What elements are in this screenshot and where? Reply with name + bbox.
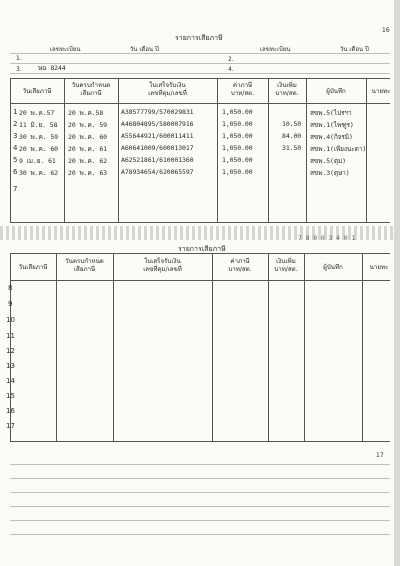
- registration-label-right: เลขทะเบียน: [260, 46, 291, 53]
- receipt-number: A62521861/610001360: [121, 156, 194, 164]
- row-number: 14: [6, 377, 15, 385]
- table1-header-due-date: วันครบกำหนด เสียภาษี: [71, 82, 111, 97]
- tax-amount: 1,050.00: [222, 132, 253, 140]
- row-number: 12: [6, 347, 15, 355]
- due-date: 20 พ.ค. 61: [68, 145, 107, 153]
- due-date: 20 พ.ค.58: [68, 109, 104, 117]
- registration-value-1: ษฉ 8244: [38, 64, 66, 72]
- recorder: สขพ.4(กิจรมิ): [310, 133, 353, 141]
- receipt-number: A60641009/600013017: [121, 144, 194, 152]
- page-edge: [394, 0, 400, 566]
- table1-header-registrar: นายทะ: [371, 88, 391, 95]
- fine-amount: 10.50: [282, 120, 302, 128]
- row-number: 8: [8, 284, 13, 292]
- paid-date: 9 เม.ย. 61: [19, 157, 56, 165]
- table2-header-receipt: ใบเสร็จรับเงิน เลขที่ดุม/เลขที่: [143, 258, 182, 273]
- fine-amount: 84.00: [282, 132, 302, 140]
- row-number: 10: [6, 316, 15, 324]
- registration-index-2: 2.: [228, 56, 234, 63]
- row-number: 7: [13, 185, 18, 193]
- row-number: 16: [6, 407, 15, 415]
- table1-header-receipt: ใบเสร็จรับเงิน เลขที่ดุม/เลขที่: [148, 82, 187, 97]
- page-title: รายการเสียภาษี: [175, 34, 223, 42]
- registration-index-3: 3.: [16, 66, 22, 73]
- registration-label-left: เลขทะเบียน: [50, 46, 81, 53]
- row-number: 13: [6, 362, 15, 370]
- row-number: 15: [6, 392, 15, 400]
- row-number: 2: [13, 120, 18, 128]
- row-number: 11: [6, 332, 15, 340]
- tax-amount: 1,050.00: [222, 120, 253, 128]
- row-number: 1: [13, 108, 18, 116]
- table1-header-fine: เงินเพิ่ม บาท/สต.: [275, 82, 299, 97]
- recorder: สขพ.1(ไพฑูร): [310, 121, 354, 129]
- receipt-number: A78934654/620065597: [121, 168, 194, 176]
- tax-amount: 1,050.00: [222, 168, 253, 176]
- page-number-bottom: 17: [376, 452, 384, 459]
- registration-index-4: 4.: [228, 66, 234, 73]
- tax-amount: 1,050.00: [222, 156, 253, 164]
- recorder: สขพ.3(ตุษา): [310, 169, 350, 177]
- row-number: 5: [13, 156, 18, 164]
- table2-header-recorder: ผู้บันทึก: [323, 264, 343, 271]
- table2-header-tax: ค่าภาษี บาท/สต.: [228, 258, 252, 273]
- tax-amount: 1,050.00: [222, 108, 253, 116]
- paid-date: 30 พ.ค. 59: [19, 133, 58, 141]
- row-number: 3: [13, 132, 18, 140]
- recorder: สขพ.5(ไปรฯา: [310, 109, 352, 117]
- due-date: 20 พ.ค. 62: [68, 157, 107, 165]
- paid-date: 20 พ.ค.57: [19, 109, 55, 117]
- table2-header-fine: เงินเพิ่ม บาท/สต.: [274, 258, 298, 273]
- due-date: 20 พ.ค. 60: [68, 133, 107, 141]
- row-number: 17: [6, 422, 15, 430]
- paid-date: 20 พ.ค. 60: [19, 145, 58, 153]
- receipt-number: A38577799/570029831: [121, 108, 194, 116]
- page-number-top: 16: [382, 27, 390, 34]
- paid-date: 11 มิ.ย. 58: [19, 121, 58, 129]
- receipt-number: A46804895/580007916: [121, 120, 194, 128]
- registration-index-1: 1.: [16, 55, 22, 62]
- fine-amount: 31.50: [282, 144, 302, 152]
- table2-header-registrar: นายทะ: [369, 264, 389, 271]
- table2-header-due-date: วันครบกำหนด เสียภาษี: [65, 258, 104, 273]
- row-number: 4: [13, 144, 18, 152]
- table1-header-tax: ค่าภาษี บาท/สต.: [230, 82, 255, 97]
- paid-date: 30 พ.ค. 62: [19, 169, 58, 177]
- recorder: สขพ.1(เพียงนะดา): [310, 145, 367, 153]
- registration-date-right: วัน เดือน ปี: [340, 46, 369, 53]
- table1-header-paid-date: วันเสียภาษี: [22, 88, 52, 95]
- table1-header-recorder: ผู้บันทึก: [326, 88, 346, 95]
- table2-header-paid-date: วันเสียภาษี: [18, 264, 48, 271]
- registration-date-left: วัน เดือน ปี: [130, 46, 159, 53]
- table2-title: รายการเสียภาษี: [178, 245, 226, 253]
- row-number: 6: [13, 168, 18, 176]
- torn-strip-number: 7 8 0 0 3 4 0 1: [298, 234, 356, 242]
- recorder: สขพ.5(ตุม): [310, 157, 346, 165]
- due-date: 20 พ.ค. 59: [68, 121, 107, 129]
- row-number: 9: [8, 300, 13, 308]
- due-date: 20 พ.ค. 63: [68, 169, 107, 177]
- tax-amount: 1,050.00: [222, 144, 253, 152]
- receipt-number: A55644921/600011411: [121, 132, 194, 140]
